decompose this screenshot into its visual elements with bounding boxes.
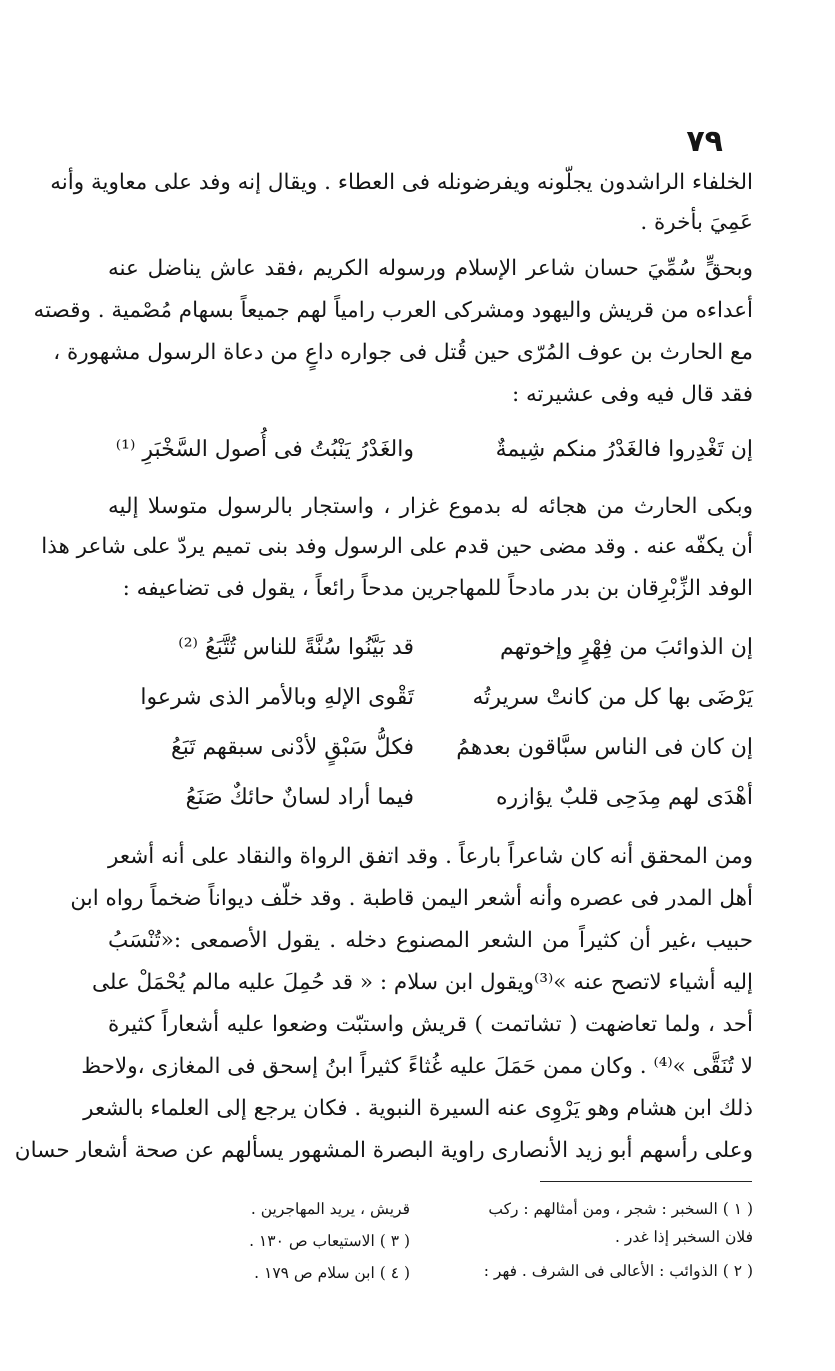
text-line: فقد قال فيه وفى عشيرته : <box>511 382 753 407</box>
text-line: وعلى رأسهم أبو زيد الأنصارى راوية البصرة المشهور يسألهم عن صحة أشعار حسان <box>14 1138 753 1163</box>
text-line: وبكى الحارث من هجائه له بدموع غزار ، واستجار بالرسول متوسلا إليه <box>108 494 753 519</box>
text-line: الخلفاء الراشدون يجلّونه ويفرضونله فى العطاء . ويقال إنه وفد على معاوية وأنه <box>50 170 753 195</box>
verse-hemistich-second: تَقْوى الإلهِ وبالأمر الذى شرعوا <box>140 685 414 710</box>
text-line: ومن المحقق أنه كان شاعراً بارعاً . وقد اتفق الرواة والنقاد على أنه أشعر <box>108 844 753 869</box>
footnote-line: ( ٢ ) الذوائب : الأعالى فى الشرف . فهر : <box>483 1262 753 1280</box>
text-line: مع الحارث بن عوف المُرّى حين قُتل فى جواره داعٍ من دعاة الرسول مشهورة ، <box>53 340 753 365</box>
footnote-line: فلان السخبر إذا غدر . <box>614 1228 753 1246</box>
text-line: أحد ، ولما تعاضهت ( تشاتمت ) قريش واستبّت وضعوا عليه أشعاراً كثيرة <box>108 1012 753 1037</box>
verse-hemistich-second: فكلُّ سَبْقٍ لأدْنى سبقهم تَبَعُ <box>171 735 414 760</box>
verse-hemistich-second: قد بَيَّنُوا سُنَّةً للناس تُتَّبَعُ ⁽²⁾ <box>178 635 414 660</box>
text-line: عَمِيَ بأخرة . <box>640 210 753 235</box>
footnote-line: ( ٤ ) ابن سلام ص ١٧٩ . <box>254 1264 410 1282</box>
footnote-line: قريش ، يريد المهاجرين . <box>250 1200 410 1218</box>
text-line: وبحقٍّ سُمِّيَ حسان شاعر الإسلام ورسوله الكريم ،فقد عاش يناضل عنه <box>108 256 753 281</box>
text-line: الوفد الزِّبْرِقان بن بدر مادحاً للمهاجرين مدحاً رائعاً ، يقول فى تضاعيفه : <box>122 576 753 601</box>
verse-hemistich-first: إن تَغْدِروا فالغَدْرُ منكم شِيمةٌ <box>495 437 753 462</box>
footnote-line: ( ١ ) السخبر : شجر ، ومن أمثالهم : ركب <box>488 1200 753 1218</box>
text-line: ذلك ابن هشام وهو يَرْوِى عنه السيرة النبوية . فكان يرجع إلى العلماء بالشعر <box>83 1096 753 1121</box>
verse-hemistich-second: فيما أراد لسانٌ حائكٌ صَنَعُ <box>185 785 414 810</box>
verse-hemistich-first: إن كان فى الناس سبَّاقون بعدهمُ <box>456 735 753 760</box>
footnote-line: ( ٣ ) الاستيعاب ص ١٣٠ . <box>249 1232 410 1250</box>
verse-hemistich-first: يَرْضَى بها كل من كانتْ سريرتُه <box>472 685 753 710</box>
verse-hemistich-second: والغَدْرُ يَنْبُتُ فى أُصول السَّخْبَرِ ⁽¹⁾ <box>115 437 414 462</box>
footnote-divider <box>540 1181 752 1182</box>
text-line: لا تُنَقَّى »⁽⁴⁾ . وكان ممن حَمَلَ عليه غُثاءً كثيراً ابنُ إسحق فى المغازى ،ولاحظ <box>81 1054 753 1079</box>
text-line: حبيب ،غير أن كثيراً من الشعر المصنوع دخله . يقول الأصمعى :«تُنْسَبُ <box>108 928 753 953</box>
text-line: أهل المدر فى عصره وأنه أشعر اليمن قاطبة . وقد خلّف ديواناً ضخماً رواه ابن <box>70 886 753 911</box>
page-number: ٧٩ <box>686 124 723 159</box>
verse-hemistich-first: إن الذوائبَ من فِهْرٍ وإخوتهم <box>500 635 753 660</box>
text-line: أن يكفّه عنه . وقد مضى حين قدم على الرسول وفد بنى تميم يردّ على شاعر هذا <box>41 534 753 559</box>
text-line: إليه أشياء لاتصح عنه »⁽³⁾ويقول ابن سلام : « قد حُمِلَ عليه مالم يُحْمَلْ على <box>91 970 753 995</box>
verse-hemistich-first: أهْدَى لهم مِدَحِى قلبٌ يؤازره <box>496 785 753 810</box>
text-line: أعداءه من قريش واليهود ومشركى العرب رامياً لهم جميعاً بسهام مُصْمية . وقصته <box>33 298 753 323</box>
